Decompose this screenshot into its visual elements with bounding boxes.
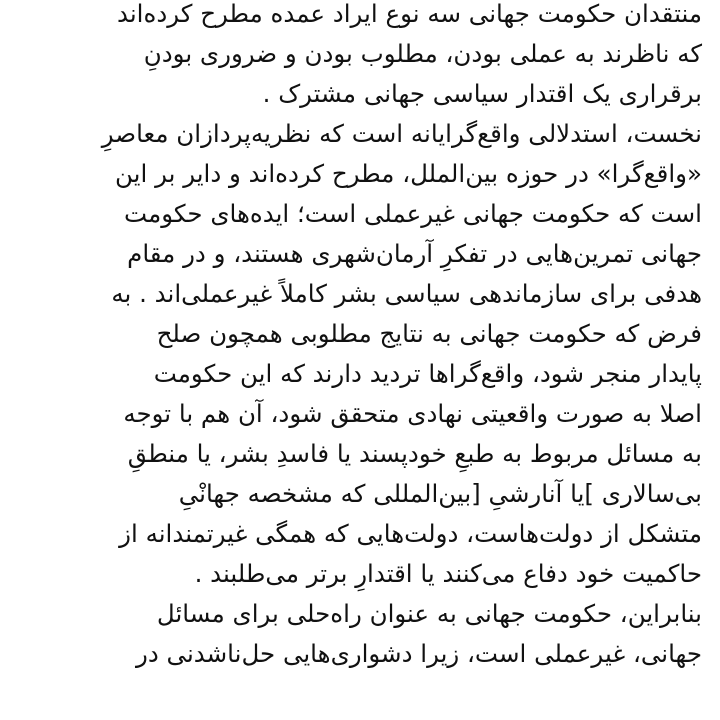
- text-line: نخست، استدلالی واقع‌گرایانه است که نظریه‌پردازان معاصرِ: [101, 119, 702, 148]
- text-line: منتقدان حکومت جهانی سه نوع ایراد عمده مطرح کرده‌اند: [117, 0, 702, 28]
- text-line: متشکل از دولت‌هاست، دولت‌هایی که همگی غیرتمندانه از: [119, 519, 702, 548]
- text-line: است که حکومت جهانی غیرعملی است؛ ایده‌های حکومت: [124, 199, 702, 228]
- text-line: به مسائل مربوط به طبعِ خودپسند یا فاسدِ بشر، یا منطقِ: [127, 439, 702, 468]
- text-line: فرض که حکومت جهانی به نتایج مطلوبی همچون صلح: [156, 319, 702, 348]
- text-line: بی‌سالاری ]یا آنارشیِ [بین‌المللی که مشخصه جهانْیِ: [178, 479, 702, 508]
- text-line: جهانی تمرین‌هایی در تفکرِ آرمان‌شهری هستند، و در مقام: [127, 239, 702, 268]
- document-body: [18, 0, 702, 674]
- text-line: پایدار منجر شود، واقع‌گراها تردید دارند که این حکومت: [153, 359, 702, 388]
- text-line: «واقع‌گرا» در حوزه بین‌الملل، مطرح کرده‌اند و دایر بر این: [115, 159, 702, 188]
- text-line: حاکمیت خود دفاع می‌کنند یا اقتدارِ برتر می‌طلبند .: [194, 559, 702, 588]
- text-line: اصلا به صورت واقعیتی نهادی متحقق شود، آن هم با توجه: [123, 399, 702, 428]
- text-line: که ناظرند به عملی بودن، مطلوب بودن و ضروری بودنِ: [143, 39, 702, 68]
- text-line: جهانی، غیرعملی است، زیرا دشواری‌هایی حل‌ناشدنی در: [136, 639, 702, 668]
- text-line: هدفی برای سازماندهی سیاسی بشر کاملاً غیرعملی‌اند . به: [111, 279, 702, 308]
- text-line: برقراری یک اقتدار سیاسی جهانی مشترک .: [262, 79, 702, 108]
- text-line: بنابراین، حکومت جهانی به عنوان راه‌حلی برای مسائل: [156, 599, 702, 628]
